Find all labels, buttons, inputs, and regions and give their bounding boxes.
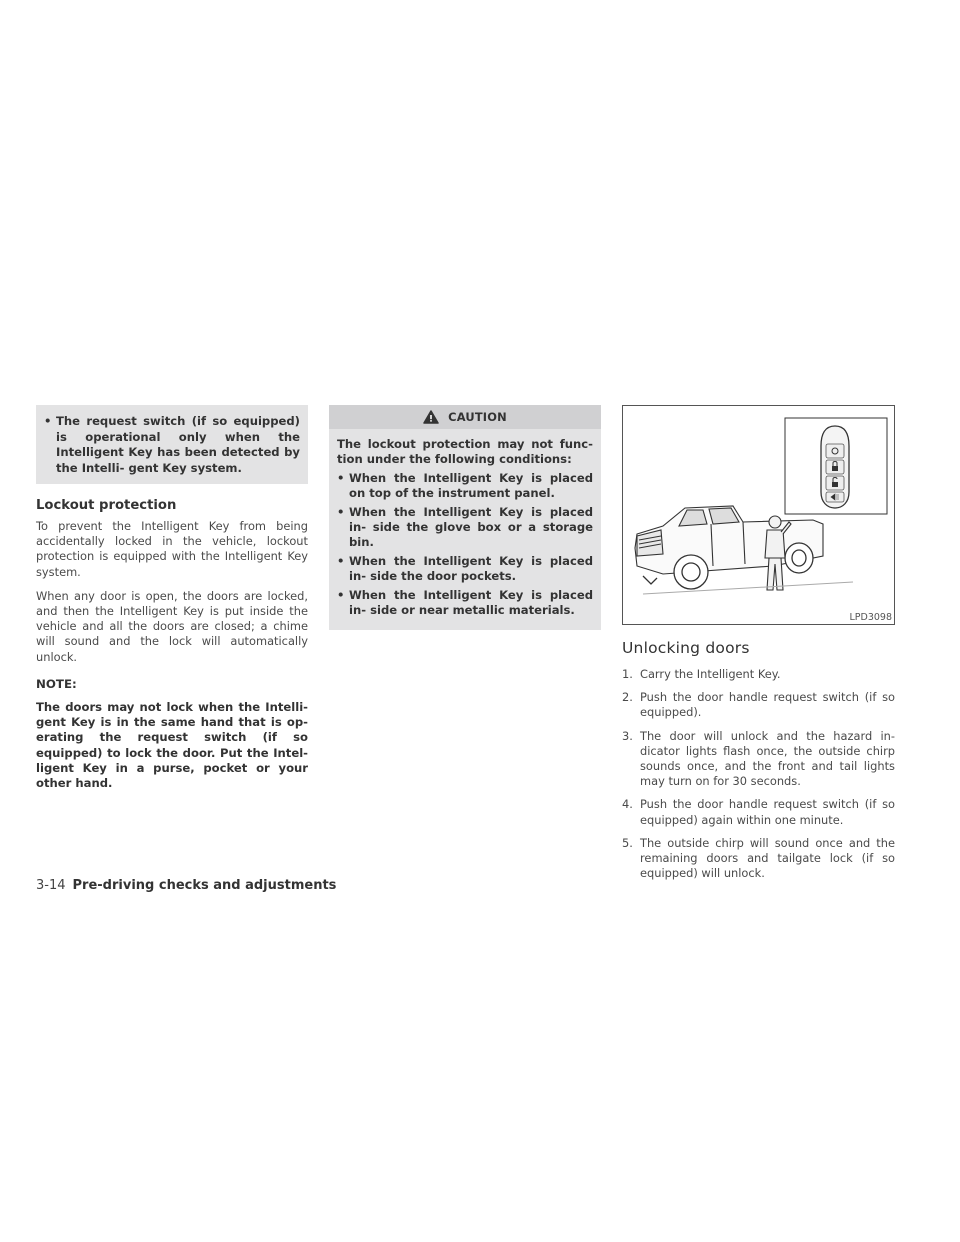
bullet-glyph: • [337, 504, 345, 519]
bullet-glyph: • [337, 470, 345, 485]
step-item [622, 690, 895, 720]
step-item [622, 729, 895, 790]
step-number: 2. [622, 690, 633, 705]
lockout-paragraph-2: When any door is open, the doors are locked, and then the Intelligent Key is put inside the vehicle and all the doors are closed; a chime will sound and the lock will automatically unlock. [36, 588, 308, 664]
note-bullet-item [44, 414, 300, 476]
caution-body [329, 429, 601, 630]
step-number: 5. [622, 835, 633, 850]
caution-bullet-item [337, 588, 593, 619]
lockout-protection-heading: Lockout protection [36, 498, 177, 513]
step-number: 3. [622, 728, 633, 743]
caution-bullet-text: When the Intelligent Key is placed in- side the glove box or a storage bin. [349, 504, 593, 550]
truck-key-illustration [622, 405, 895, 625]
step-text: Push the door handle request switch (if so equipped) again within one minute. [640, 797, 895, 827]
caution-bullet-text: When the Intelligent Key is placed in- side the door pockets. [349, 553, 593, 584]
figure-code: LPD3098 [849, 612, 892, 623]
unlocking-doors-heading: Unlocking doors [622, 639, 750, 657]
right-column [622, 405, 895, 889]
request-switch-note [36, 405, 308, 484]
note-label: NOTE: [36, 676, 77, 691]
step-item [622, 797, 895, 827]
caution-box [329, 405, 601, 630]
note-text: The doors may not lock when the Intelli- gent Key is in the same hand that is op- erating the request switch (if so equipped) to lock the door. Put the Intel- ligent Key in a purse, pocket or your other hand. [36, 699, 308, 791]
bullet-glyph: • [337, 553, 345, 568]
caution-bullet-text: When the Intelligent Key is placed on top of the instrument panel. [349, 470, 593, 501]
warning-triangle-icon [423, 410, 445, 424]
pickup-truck-illustration [623, 406, 894, 624]
caution-intro: The lockout protection may not func- tion under the following conditions: [337, 437, 593, 467]
caution-header [329, 405, 601, 429]
caution-bullet-item [337, 554, 593, 585]
page-number: 3-14 [36, 878, 66, 893]
step-item [622, 667, 895, 682]
step-text: The door will unlock and the hazard in- dicator lights flash once, the outside chirp sounds once, and the front and tail lights may turn on for 30 seconds. [640, 728, 895, 789]
caution-bullet-item [337, 471, 593, 502]
bullet-glyph: • [337, 587, 345, 602]
step-number: 4. [622, 797, 633, 812]
step-item [622, 836, 895, 882]
left-column [36, 405, 308, 792]
caution-title: CAUTION [448, 410, 507, 424]
intelligent-key-fob [821, 426, 849, 508]
middle-column [329, 405, 601, 630]
step-number: 1. [622, 667, 633, 681]
bullet-glyph: • [44, 414, 52, 428]
caution-bullet-item [337, 505, 593, 551]
step-text: Push the door handle request switch (if so equipped). [640, 690, 895, 720]
note-bullet-text: The request switch (if so equipped) is operational only when the Intelligent Key has been detected by the Intelli- gent Key system. [56, 414, 300, 475]
step-text: Carry the Intelligent Key. [640, 667, 781, 681]
caution-bullet-text: When the Intelligent Key is placed in- side or near metallic materials. [349, 587, 593, 618]
step-text: The outside chirp will sound once and the remaining doors and tailgate lock (if so equipped) will unlock. [640, 835, 895, 881]
lockout-paragraph-1: To prevent the Intelligent Key from being accidentally locked in the vehicle, lockout protection is equipped with the Intelligent Key system. [36, 519, 308, 579]
chapter-title: Pre-driving checks and adjustments [72, 878, 337, 893]
page-footer [36, 878, 336, 893]
